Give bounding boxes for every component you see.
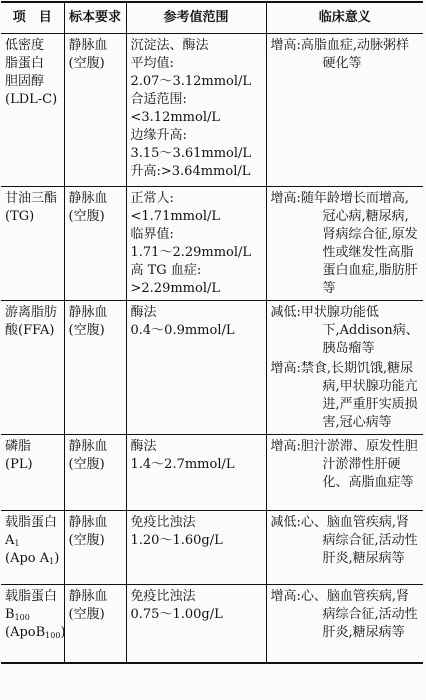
clinical-label: 减低: [270,515,301,530]
clinical-label: 增高: [270,361,301,376]
sample-cell [64,511,126,585]
reference-line: 升高:>3.64mmol/L [130,164,251,179]
item-line: 甘油三酯 [5,191,58,206]
reference-line: 3.15～3.61mmol/L [130,146,252,161]
sample-cell [64,34,126,187]
reference-line: 2.07～3.12mmol/L [130,74,252,89]
sample-line: 静脉血 [68,305,108,320]
reference-line: 临界值: [130,227,174,242]
sample-line: 静脉血 [68,191,108,206]
item-line: (PL) [5,457,33,472]
lipid-reference-table [1,1,423,664]
item-line [5,606,61,624]
reference-line: >2.29mmol/L [130,281,220,296]
reference-line: 1.4～2.7mmol/L [130,457,235,472]
header-clinical: 临床意义 [266,2,423,34]
item-line: 载脂蛋白 [5,515,58,530]
reference-line: 边缘升高: [130,128,187,143]
item-line: (TG) [5,209,35,224]
item-cell [1,511,64,585]
sample-line: 静脉血 [68,515,108,530]
clinical-entry [271,438,421,492]
sample-line: (空腹) [68,533,105,548]
header-item: 项 目 [1,2,64,34]
reference-line: 免疫比浊法 [130,589,196,604]
item-line [5,532,61,550]
reference-cell [126,301,266,435]
item-line [5,550,61,568]
reference-cell [126,187,266,301]
reference-line: 酶法 [130,439,157,454]
item-line: 磷脂 [5,439,32,454]
sample-cell [64,435,126,511]
subscript: 1 [14,539,20,548]
clinical-text: 禁食,长期饥饿,糖尿病,甲状腺功能亢进,严重肝实质损害,冠心病等 [300,361,418,430]
abbreviation-close: ) [54,551,60,566]
clinical-entry [271,514,421,568]
clinical-cell [266,187,423,301]
reference-line: 0.4～0.9mmol/L [130,323,235,338]
sample-line: (空腹) [68,607,105,622]
clinical-label: 增高: [270,38,301,53]
sample-line: (空腹) [68,56,105,71]
table-row [1,511,423,585]
item-cell [1,585,64,664]
clinical-text: 甲状腺功能低下,Addison病、胰岛瘤等 [300,305,419,356]
reference-line: 免疫比浊法 [130,515,196,530]
reference-line: 1.20～1.60g/L [130,533,223,548]
clinical-cell [266,301,423,435]
item-line [5,624,66,642]
header-reference: 参考值范围 [126,2,266,34]
abbreviation-close: ) [60,625,66,640]
item-line: 脂蛋白 [5,56,45,71]
clinical-entry [271,37,421,73]
table-row [1,301,423,435]
item-cell [1,34,64,187]
clinical-label: 增高: [270,191,301,206]
reference-line: <3.12mmol/L [130,110,220,125]
sample-line: 静脉血 [68,38,108,53]
clinical-entry [271,190,421,298]
table-row [1,187,423,301]
item-line: 游离脂肪 [5,305,58,320]
item-line: 载脂蛋白 [5,589,58,604]
subscript: 1 [49,557,55,566]
reference-line: 酶法 [130,305,157,320]
abbreviation: (Apo A [5,551,50,566]
apolipoprotein-name: B [5,607,15,622]
clinical-label: 增高: [270,589,301,604]
clinical-entry [271,588,421,642]
item-cell [1,301,64,435]
reference-line: 1.71～2.29mmol/L [130,245,252,260]
reference-line: 合适范围: [130,92,187,107]
reference-line: 平均值: [130,56,174,71]
sample-cell [64,585,126,664]
clinical-text: 心、脑血管疾病,肾病综合征,活动性肝炎,糖尿病等 [300,515,418,566]
sample-line: 静脉血 [68,589,108,604]
item-line: 低密度 [5,38,45,53]
clinical-cell [266,34,423,187]
header-sample: 标本要求 [64,2,126,34]
reference-cell [126,585,266,664]
apolipoprotein-name: A [5,533,15,548]
item-line: (LDL-C) [5,92,58,107]
item-cell [1,187,64,301]
sample-line: (空腹) [68,323,105,338]
sample-line: (空腹) [68,209,105,224]
clinical-text: 心、脑血管疾病,肾病综合征,活动性肝炎,糖尿病等 [300,589,418,640]
clinical-text: 高脂血症,动脉粥样硬化等 [300,38,410,71]
clinical-cell [266,511,423,585]
subscript: 100 [45,631,61,640]
clinical-label: 减低: [270,305,301,320]
sample-line: (空腹) [68,457,105,472]
reference-line: 沉淀法、酶法 [130,38,209,53]
table-row [1,34,423,187]
clinical-text: 随年龄增长而增高,冠心病,糖尿病,肾病综合征,原发性或继发性高脂蛋白血症,脂肪肝等 [300,191,418,296]
item-line: 酸(FFA) [5,323,55,338]
reference-cell [126,511,266,585]
clinical-cell [266,435,423,511]
reference-cell [126,435,266,511]
clinical-entry [271,360,421,432]
table-row [1,435,423,511]
table-row [1,585,423,664]
reference-line: 正常人: [130,191,174,206]
reference-line: <1.71mmol/L [130,209,220,224]
abbreviation: (ApoB [5,625,46,640]
subscript: 100 [14,613,30,622]
clinical-label: 增高: [270,439,301,454]
clinical-cell [266,585,423,664]
sample-cell [64,187,126,301]
sample-line: 静脉血 [68,439,108,454]
reference-line: 高 TG 血症: [130,263,202,278]
reference-cell [126,34,266,187]
reference-line: 0.75～1.00g/L [130,607,223,622]
item-cell [1,435,64,511]
sample-cell [64,301,126,435]
clinical-text: 胆汁淤滞、原发性胆汁淤滞性肝硬化、高脂血症等 [300,439,418,490]
table-header-row [1,2,423,34]
clinical-entry [271,304,421,358]
item-line: 胆固醇 [5,74,45,89]
